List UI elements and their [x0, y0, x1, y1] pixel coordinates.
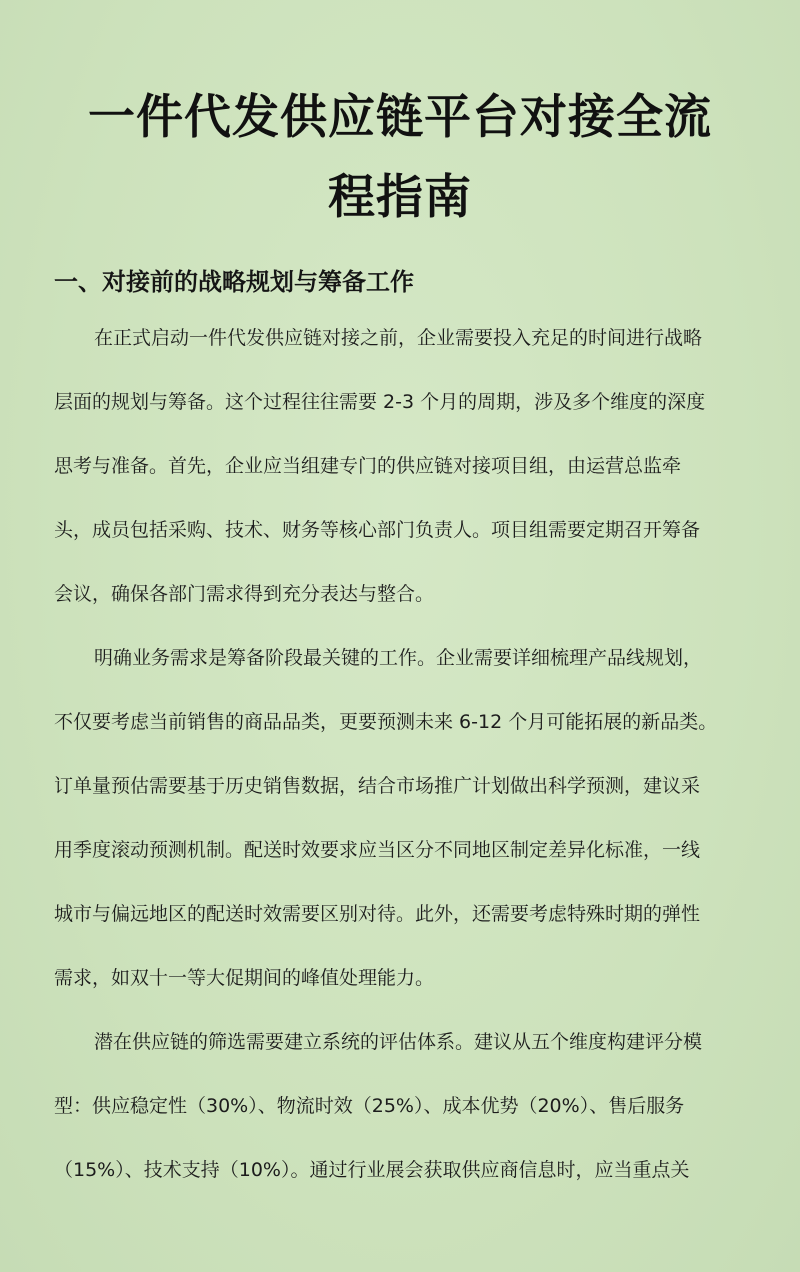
paragraph-line: 明确业务需求是筹备阶段最关键的工作。企业需要详细梳理产品线规划， [94, 647, 703, 669]
paragraph-3 [54, 1010, 746, 1202]
paragraph-line: 在正式启动一件代发供应链对接之前，企业需要投入充足的时间进行战略 [94, 327, 703, 349]
document-title [40, 78, 760, 238]
paragraph-line: （15%）、技术支持（10%）。通过行业展会获取供应商信息时，应当重点关 [54, 1159, 690, 1181]
paragraph-2 [54, 626, 746, 1010]
paragraph-line: 头，成员包括采购、技术、财务等核心部门负责人。项目组需要定期召开筹备 [54, 519, 701, 541]
title-line-2: 程指南 [328, 170, 472, 225]
title-line-1: 一件代发供应链平台对接全流 [88, 90, 712, 145]
paragraph-line: 型：供应稳定性（30%）、物流时效（25%）、成本优势（20%）、售后服务 [54, 1095, 685, 1117]
paragraph-line: 订单量预估需要基于历史销售数据，结合市场推广计划做出科学预测，建议采 [54, 775, 701, 797]
paragraph-line: 不仅要考虑当前销售的商品品类，更要预测未来 6-12 个月可能拓展的新品类。 [54, 711, 718, 733]
section-heading: 一、对接前的战略规划与筹备工作 [54, 268, 414, 296]
paragraph-line: 潜在供应链的筛选需要建立系统的评估体系。建议从五个维度构建评分模 [94, 1031, 703, 1053]
paragraph-line: 层面的规划与筹备。这个过程往往需要 2-3 个月的周期，涉及多个维度的深度 [54, 391, 706, 413]
paragraph-1 [54, 306, 746, 626]
paragraph-line: 用季度滚动预测机制。配送时效要求应当区分不同地区制定差异化标准，一线 [54, 839, 701, 861]
paragraph-line: 需求，如双十一等大促期间的峰值处理能力。 [54, 967, 435, 989]
paragraph-line: 会议，确保各部门需求得到充分表达与整合。 [54, 583, 435, 605]
paragraph-line: 城市与偏远地区的配送时效需要区别对待。此外，还需要考虑特殊时期的弹性 [54, 903, 701, 925]
paragraph-line: 思考与准备。首先，企业应当组建专门的供应链对接项目组，由运营总监牵 [54, 455, 682, 477]
